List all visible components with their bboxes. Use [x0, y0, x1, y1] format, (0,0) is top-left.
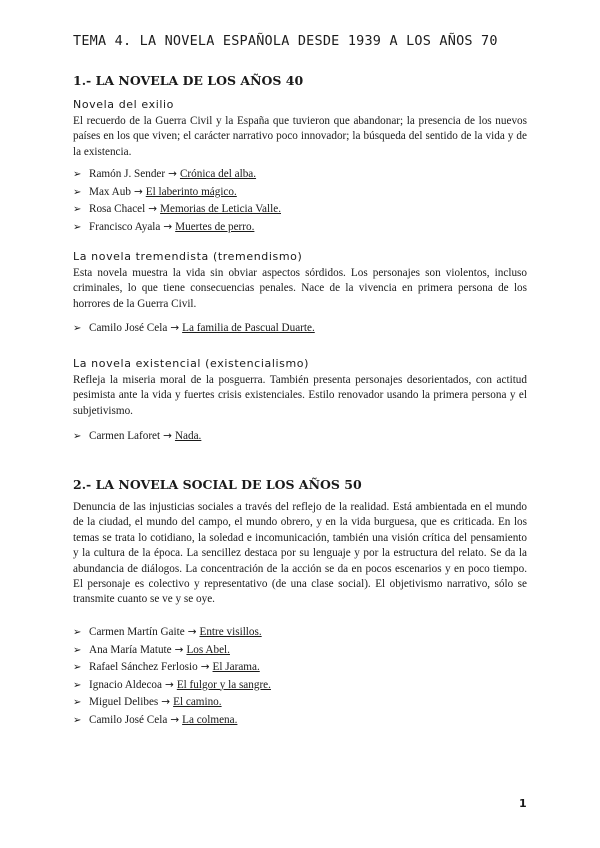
work-title: Muertes de perro. — [175, 220, 255, 233]
right-arrow-icon: → — [168, 168, 177, 180]
exilio-paragraph: El recuerdo de la Guerra Civil y la España que tuvieron que abandonar; la presencia de los nuevos países en los que viven; el carácter narrativo poco innovador; la búsqueda del sentido de la vida y de la existencia. — [73, 115, 527, 158]
work-title: Nada. — [174, 430, 202, 442]
work-title: La familia de Pascual Duarte. — [182, 322, 315, 334]
right-arrow-icon: → — [148, 203, 158, 215]
section-2-heading: 2.- LA NOVELA SOCIAL DE LOS AÑOS 50 — [73, 477, 362, 492]
existencial-heading: La novela existencial (existencialismo) — [73, 357, 309, 370]
work-title: El Jarama. — [212, 661, 260, 673]
bullet-arrow-icon: ➢ — [73, 627, 82, 638]
bullet-arrow-icon: ➢ — [73, 323, 82, 334]
bullet-arrow-icon: ➢ — [73, 714, 82, 726]
author: Francisco Ayala — [89, 220, 161, 233]
list-item — [73, 694, 527, 712]
bullet-arrow-icon: ➢ — [73, 697, 82, 708]
work-title: La colmena. — [182, 713, 238, 726]
page-number: 1 — [519, 797, 527, 810]
author: Rafael Sánchez Ferlosio — [89, 661, 198, 673]
list-item — [73, 219, 527, 237]
list-item — [73, 677, 527, 695]
list-item — [73, 642, 527, 660]
bullet-arrow-icon: ➢ — [73, 221, 82, 233]
author: Max Aub — [89, 185, 131, 198]
work-title: El fulgor y la sangre. — [176, 678, 271, 691]
bullet-arrow-icon: ➢ — [73, 679, 82, 691]
right-arrow-icon: → — [163, 220, 173, 233]
list-item — [73, 712, 527, 730]
list-item — [73, 201, 527, 219]
existencial-list — [73, 428, 527, 446]
work-title: Memorias de Leticia Valle. — [160, 203, 281, 215]
section-1-heading: 1.- LA NOVELA DE LOS AÑOS 40 — [73, 73, 304, 88]
author: Carmen Laforet — [89, 430, 161, 442]
right-arrow-icon: → — [170, 713, 180, 726]
bullet-arrow-icon: ➢ — [73, 186, 82, 198]
work-title: Entre visillos. — [199, 626, 262, 638]
exilio-heading: Novela del exilio — [73, 98, 175, 111]
author: Miguel Delibes — [89, 696, 159, 708]
bullet-arrow-icon: ➢ — [73, 644, 82, 656]
list-item — [73, 428, 527, 446]
right-arrow-icon: → — [200, 661, 210, 673]
right-arrow-icon: → — [133, 185, 143, 198]
author: Ana María Matute — [89, 643, 172, 656]
bullet-arrow-icon: ➢ — [73, 431, 82, 442]
bullet-arrow-icon: ➢ — [73, 662, 82, 673]
tremendista-list — [73, 320, 527, 338]
author: Ramón J. Sender — [89, 168, 166, 180]
list-item — [73, 320, 527, 338]
work-title: El camino. — [173, 696, 222, 708]
author: Carmen Martín Gaite — [89, 626, 185, 638]
list-item — [73, 166, 527, 184]
right-arrow-icon: → — [170, 322, 180, 334]
document-title: TEMA 4. LA NOVELA ESPAÑOLA DESDE 1939 A LOS AÑOS 70 — [73, 33, 498, 49]
list-item — [73, 624, 527, 642]
exilio-list — [73, 166, 527, 236]
bullet-arrow-icon: ➢ — [73, 169, 82, 180]
list-item — [73, 659, 527, 677]
bullet-arrow-icon: ➢ — [73, 204, 82, 215]
social-paragraph: Denuncia de las injusticias sociales a través del reflejo de la realidad. Está ambientada en el mundo de la ciudad, el mundo del campo, el mundo obrero, y en la vida burguesa, que es criticada. En los temas se trata lo cotidiano, la soledad e incomunicación, también una visión crítica del pensamiento y la cultura de la época. La sencillez destaca por su lenguaje y por la estructura del relato. Se da la abundancia de diálogos. La concentración de la acción se da en pocos escenarios y en poco tiempo. El personaje es colectivo y representativo (de una clase social). El objetivismo narrativo, sólo se transmite cuanto se ve y se oye. — [73, 501, 527, 606]
author: Rosa Chacel — [89, 203, 146, 215]
author: Camilo José Cela — [89, 713, 168, 726]
list-item — [73, 184, 527, 202]
author: Camilo José Cela — [89, 322, 168, 334]
tremendista-paragraph: Esta novela muestra la vida sin obviar aspectos sórdidos. Los personajes son violentos, incluso criminales, lo que tiene consecuencias penales. Nace de la vivencia en primera persona de los horrores de la Guerra Civil. — [73, 267, 527, 310]
author: Ignacio Aldecoa — [89, 678, 162, 691]
right-arrow-icon: → — [161, 696, 171, 708]
existencial-paragraph: Refleja la miseria moral de la posguerra. También presenta personajes desorientados, con actitud pesimista ante la vida y fuertes crisis existenciales. Estilo renovador usando la primera persona y el subjetivismo. — [73, 374, 527, 417]
work-title: Crónica del alba. — [179, 168, 257, 180]
right-arrow-icon: → — [163, 430, 172, 442]
work-title: El laberinto mágico. — [145, 185, 237, 198]
tremendista-heading: La novela tremendista (tremendismo) — [73, 250, 303, 263]
right-arrow-icon: → — [187, 626, 197, 638]
right-arrow-icon: → — [165, 678, 174, 691]
right-arrow-icon: → — [174, 643, 184, 656]
work-title: Los Abel. — [186, 643, 230, 656]
social-list — [73, 624, 527, 729]
